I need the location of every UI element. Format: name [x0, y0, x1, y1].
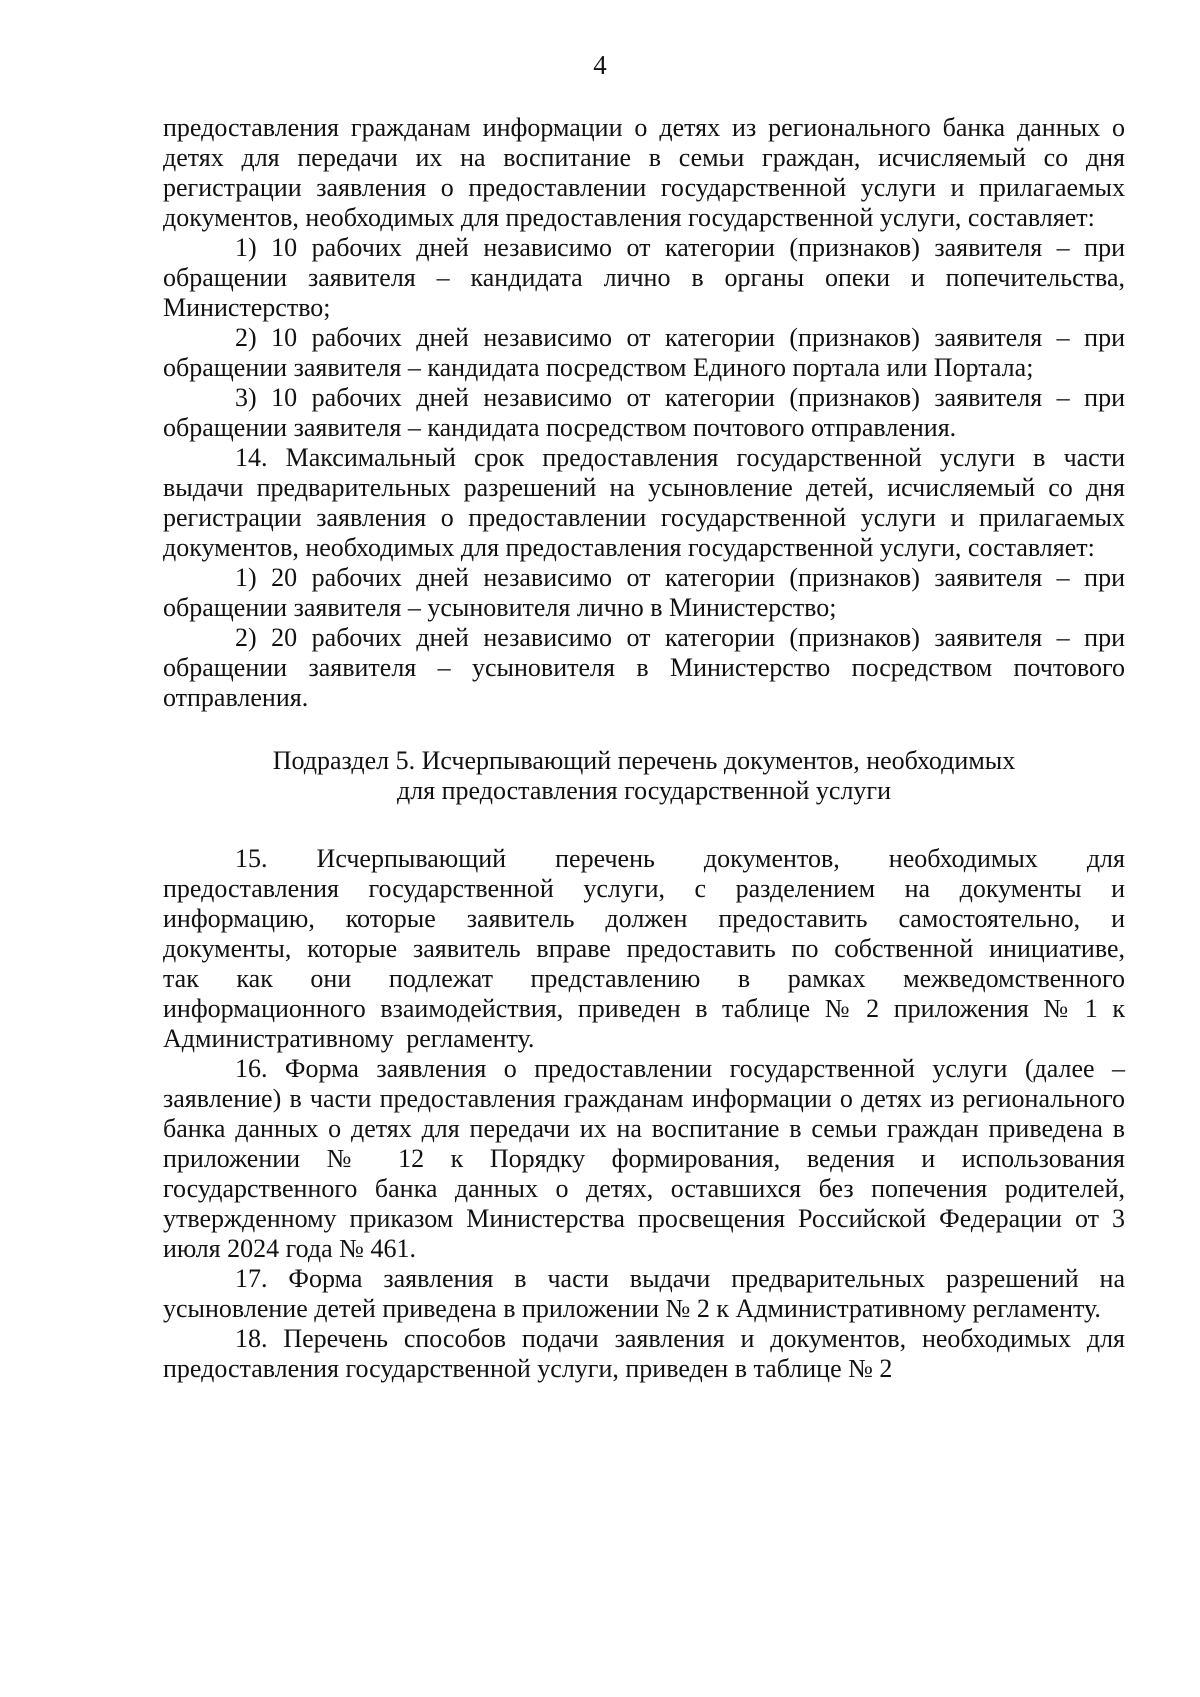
subsection-heading	[163, 746, 1125, 806]
paragraph-14-item-1: 1) 20 рабочих дней независимо от категории (признаков) заявителя – при обращении заявителя – усыновителя лично в Министерство;	[163, 563, 1125, 622]
paragraph-18: 18. Перечень способов подачи заявления и документов, необходимых для предоставления государственной услуги, приведен в таблице № 2	[163, 1324, 1125, 1383]
paragraph-14-item-2: 2) 20 рабочих дней независимо от категории (признаков) заявителя – при обращении заявителя – усыновителя в Министерство посредством почтового отправления.	[163, 623, 1125, 712]
paragraph-term-item-1: 1) 10 рабочих дней независимо от категории (признаков) заявителя – при обращении заявителя – кандидата лично в органы опеки и попечительства, Министерство;	[163, 233, 1125, 322]
subsection-heading-line-1: Подраздел 5. Исчерпывающий перечень документов, необходимых	[272, 746, 1016, 775]
paragraph-14: 14. Максимальный срок предоставления государственной услуги в части выдачи предварительных разрешений на усыновление детей, исчисляемый со дня регистрации заявления о предоставлении государственной услуги и прилагаемых документов, необходимых для предоставления государственной услуги, составляет:	[163, 443, 1125, 562]
paragraph-service-term-continuation: предоставления гражданам информации о детях из регионального банка данных о детях для передачи их на воспитание в семьи граждан, исчисляемый со дня регистрации заявления о предоставлении государственной услуги и прилагаемых документов, необходимых для предоставления государственной услуги, составляет:	[163, 113, 1125, 232]
document-body	[163, 113, 1125, 1384]
paragraph-term-item-3: 3) 10 рабочих дней независимо от категории (признаков) заявителя – при обращении заявителя – кандидата посредством почтового отправления.	[163, 383, 1125, 442]
page-number: 4	[593, 50, 607, 80]
paragraph-term-item-2: 2) 10 рабочих дней независимо от категории (признаков) заявителя – при обращении заявителя – кандидата посредством Единого портала или Портала;	[163, 323, 1125, 382]
paragraph-16: 16. Форма заявления о предоставлении государственной услуги (далее – заявление) в части предоставления гражданам информации о детях из регионального банка данных о детях для передачи их на воспитание в семьи граждан приведена в приложении № 12 к Порядку формирования, ведения и использования государственного банка данных о детях, оставшихся без попечения родителей, утвержденному приказом Министерства просвещения Российской Федерации от 3 июля 2024 года № 461.	[163, 1054, 1125, 1263]
subsection-heading-line-2: для предоставления государственной услуги	[396, 776, 892, 805]
paragraph-17: 17. Форма заявления в части выдачи предварительных разрешений на усыновление детей приведена в приложении № 2 к Административному регламенту.	[163, 1264, 1125, 1323]
paragraph-15: 15. Исчерпывающий перечень документов, необходимых для предоставления государственной услуги, с разделением на документы и информацию, которые заявитель должен предоставить самостоятельно, и документы, которые заявитель вправе предоставить по собственной инициативе, так как они подлежат представлению в рамках межведомственного информационного взаимодействия, приведен в таблице № 2 приложения № 1 к Административному регламенту.	[163, 844, 1125, 1053]
